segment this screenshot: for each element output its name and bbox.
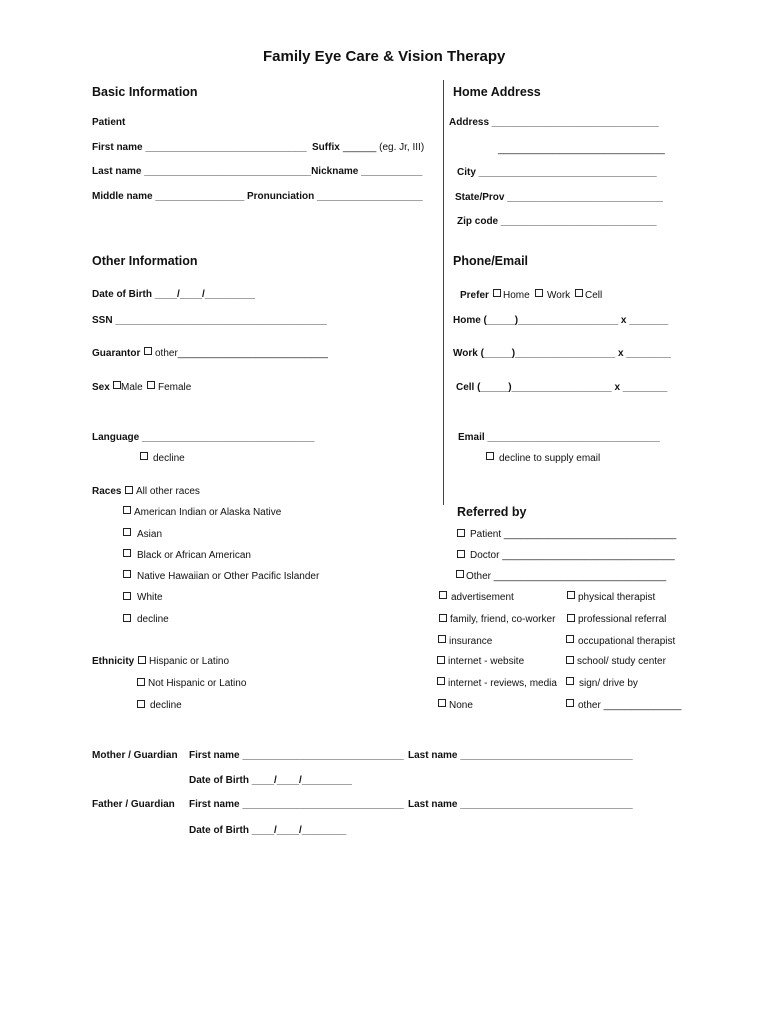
zip-field[interactable]: Zip code ____________________________ xyxy=(457,216,657,227)
decline-email-label: decline to supply email xyxy=(499,453,601,464)
referred-by-heading: Referred by xyxy=(457,505,527,519)
prefer-label: Prefer xyxy=(460,290,489,301)
father-guardian-label: Father / Guardian xyxy=(92,799,175,810)
first-name-field[interactable]: First name _____________________________ xyxy=(92,142,307,153)
ethnicity-option-label: decline xyxy=(150,700,182,711)
guarantor-other-checkbox[interactable] xyxy=(144,347,152,355)
decline-email-checkbox[interactable] xyxy=(486,452,494,460)
sex-label: Sex xyxy=(92,382,110,393)
prefer-cell-label: Cell xyxy=(585,290,603,301)
referral-source-label: physical therapist xyxy=(578,592,656,603)
referral-source-label: internet - reviews, media xyxy=(448,678,557,689)
races-label: Races xyxy=(92,486,122,497)
work-phone-field[interactable]: Work (_____)__________________ x ________ xyxy=(453,348,671,359)
referral-source-checkbox[interactable] xyxy=(567,591,575,599)
referral-source-checkbox[interactable] xyxy=(439,614,447,622)
prefer-cell-checkbox[interactable] xyxy=(575,289,583,297)
mother-dob-field[interactable]: Date of Birth ____/____/_________ xyxy=(189,775,352,786)
race-option-label: Native Hawaiian or Other Pacific Islander xyxy=(137,571,320,582)
race-checkbox[interactable] xyxy=(123,506,131,514)
basic-info-heading: Basic Information xyxy=(92,85,198,99)
race-checkbox[interactable] xyxy=(125,486,133,494)
sex-male-label: Male xyxy=(121,382,143,393)
other-info-heading: Other Information xyxy=(92,254,198,268)
race-checkbox[interactable] xyxy=(123,549,131,557)
pronunciation-field[interactable]: Pronunciation ___________________ xyxy=(247,191,423,202)
mother-guardian-label: Mother / Guardian xyxy=(92,750,178,761)
referral-source-checkbox[interactable] xyxy=(566,677,574,685)
referred-patient-field[interactable]: Patient _______________________________ xyxy=(470,529,677,540)
race-checkbox[interactable] xyxy=(123,614,131,622)
ethnicity-label: Ethnicity xyxy=(92,656,135,667)
referred-doctor-field[interactable]: Doctor _______________________________ xyxy=(470,550,675,561)
race-option-label: White xyxy=(137,592,163,603)
email-field[interactable]: Email _______________________________ xyxy=(458,432,660,443)
suffix-field[interactable]: ______ (eg. Jr, III) xyxy=(343,142,425,153)
guarantor-other-field[interactable]: other___________________________ xyxy=(155,348,328,359)
ethnicity-checkbox[interactable] xyxy=(137,700,145,708)
dob-field[interactable]: Date of Birth ____/____/_________ xyxy=(92,289,255,300)
address-line2-field[interactable]: ______________________________ xyxy=(498,144,665,155)
ethnicity-option-label: Hispanic or Latino xyxy=(149,656,230,667)
ssn-field[interactable]: SSN ______________________________________ xyxy=(92,315,327,326)
referral-source-checkbox[interactable] xyxy=(439,591,447,599)
prefer-work-checkbox[interactable] xyxy=(535,289,543,297)
referral-source-label: school/ study center xyxy=(577,656,666,667)
referral-source-label: internet - website xyxy=(448,656,525,667)
referral-source-checkbox[interactable] xyxy=(437,677,445,685)
guarantor-label: Guarantor xyxy=(92,348,141,359)
race-option-label: Asian xyxy=(137,529,163,540)
page-title: Family Eye Care & Vision Therapy xyxy=(263,48,506,65)
sex-female-label: Female xyxy=(158,382,192,393)
referral-other-field[interactable]: other ______________ xyxy=(578,700,682,711)
sex-male-checkbox[interactable] xyxy=(113,381,121,389)
referral-source-label: professional referral xyxy=(578,614,667,625)
suffix-label: Suffix xyxy=(312,142,340,153)
referral-source-checkbox[interactable] xyxy=(566,635,574,643)
mother-first-name-field[interactable]: First name _____________________________ xyxy=(189,750,404,761)
referral-source-checkbox[interactable] xyxy=(566,656,574,664)
referral-source-checkbox[interactable] xyxy=(438,699,446,707)
referral-source-label: sign/ drive by xyxy=(579,678,638,689)
address-field[interactable]: Address ______________________________ xyxy=(449,117,659,128)
prefer-work-label: Work xyxy=(547,290,571,301)
referral-source-checkbox[interactable] xyxy=(566,699,574,707)
ethnicity-option-label: Not Hispanic or Latino xyxy=(148,678,247,689)
referral-source-label: None xyxy=(449,700,473,711)
referral-source-checkbox[interactable] xyxy=(437,656,445,664)
race-checkbox[interactable] xyxy=(123,570,131,578)
race-checkbox[interactable] xyxy=(123,528,131,536)
sex-female-checkbox[interactable] xyxy=(147,381,155,389)
race-option-label: Black or African American xyxy=(137,550,251,561)
cell-phone-field[interactable]: Cell (_____)__________________ x ________ xyxy=(456,382,668,393)
referral-source-checkbox[interactable] xyxy=(438,635,446,643)
state-field[interactable]: State/Prov ____________________________ xyxy=(455,192,663,203)
father-first-name-field[interactable]: First name _____________________________ xyxy=(189,799,404,810)
race-option-label: All other races xyxy=(136,486,200,497)
race-option-label: decline xyxy=(137,614,169,625)
middle-name-field[interactable]: Middle name ________________ xyxy=(92,191,245,202)
referral-source-label: insurance xyxy=(449,636,493,647)
language-decline-checkbox[interactable] xyxy=(140,452,148,460)
ethnicity-checkbox[interactable] xyxy=(138,656,146,664)
referred-other-field[interactable]: Other _______________________________ xyxy=(466,571,667,582)
referred-doctor-checkbox[interactable] xyxy=(457,550,465,558)
last-name-nickname-field[interactable]: Last name ______________________________Nickname ___________ xyxy=(92,166,423,177)
father-dob-field[interactable]: Date of Birth ____/____/________ xyxy=(189,825,347,836)
referral-source-label: occupational therapist xyxy=(578,636,676,647)
referred-patient-checkbox[interactable] xyxy=(457,529,465,537)
prefer-home-label: Home xyxy=(503,290,530,301)
phone-email-heading: Phone/Email xyxy=(453,254,529,268)
father-last-name-field[interactable]: Last name _______________________________ xyxy=(408,799,633,810)
referral-source-checkbox[interactable] xyxy=(567,614,575,622)
patient-label: Patient xyxy=(92,117,126,128)
ethnicity-checkbox[interactable] xyxy=(137,678,145,686)
language-decline-label: decline xyxy=(153,453,185,464)
home-phone-field[interactable]: Home (_____)__________________ x _______ xyxy=(453,315,669,326)
city-field[interactable]: City ________________________________ xyxy=(457,167,657,178)
race-checkbox[interactable] xyxy=(123,592,131,600)
column-divider xyxy=(443,80,444,505)
language-field[interactable]: Language _______________________________ xyxy=(92,432,315,443)
prefer-home-checkbox[interactable] xyxy=(493,289,501,297)
referral-source-label: advertisement xyxy=(451,592,514,603)
race-option-label: American Indian or Alaska Native xyxy=(134,507,282,518)
referred-other-checkbox[interactable] xyxy=(456,570,464,578)
home-address-heading: Home Address xyxy=(453,85,541,99)
referral-source-label: family, friend, co-worker xyxy=(450,614,556,625)
mother-last-name-field[interactable]: Last name _______________________________ xyxy=(408,750,633,761)
